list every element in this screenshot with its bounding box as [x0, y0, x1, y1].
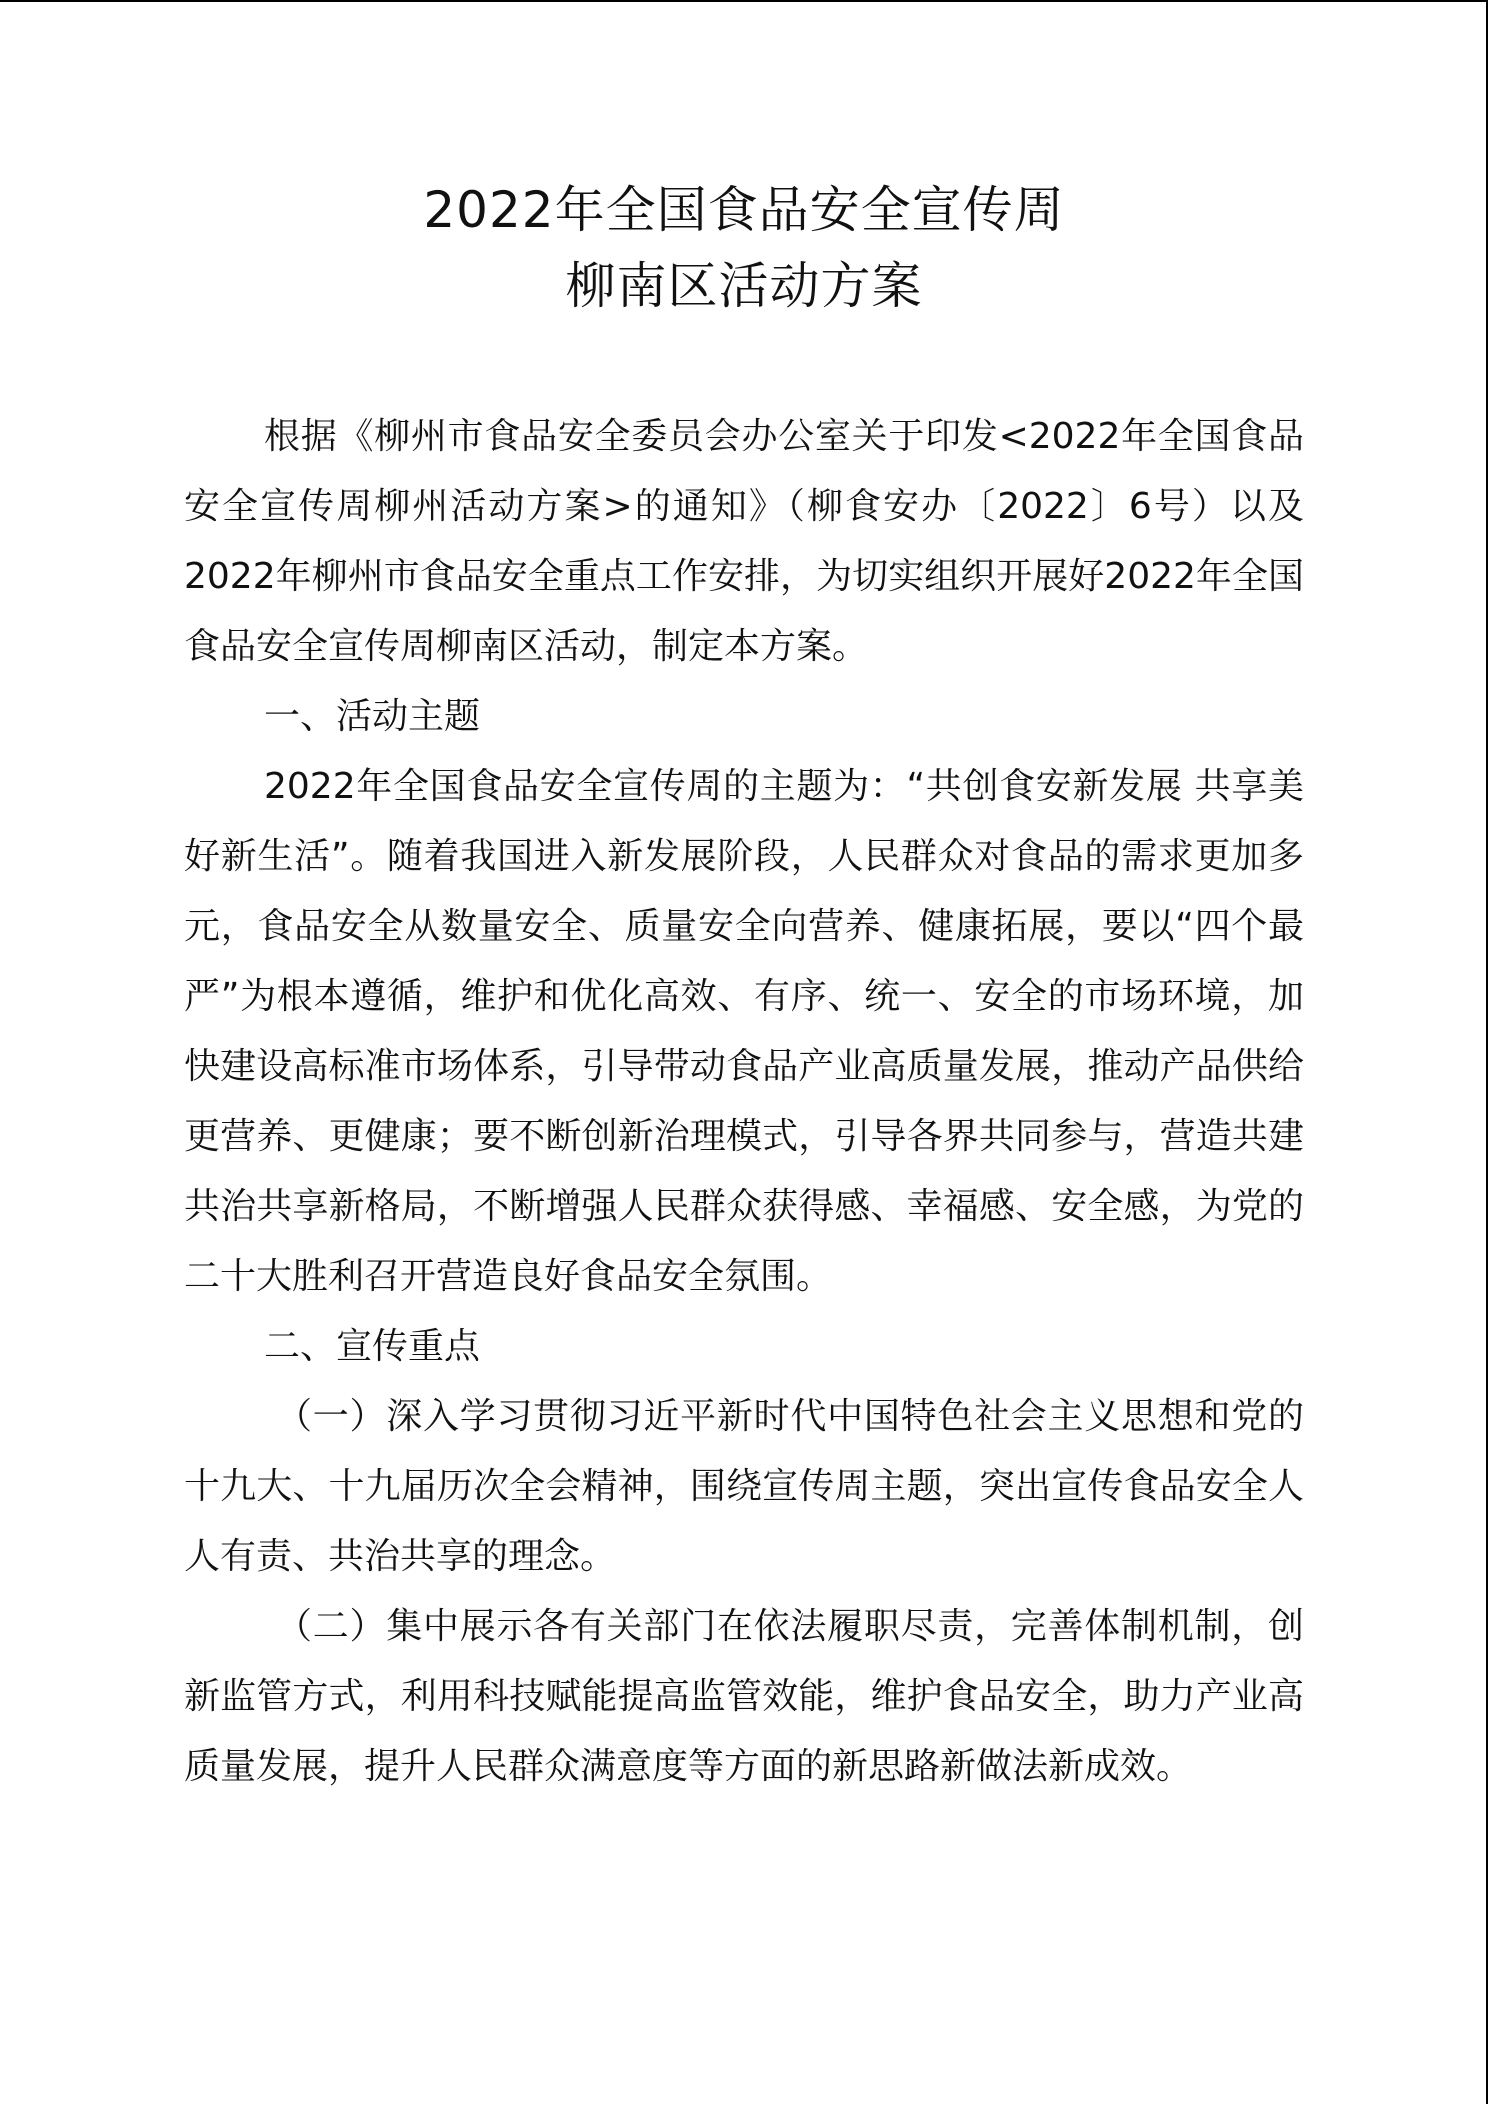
section-2-item-2: （二）集中展示各有关部门在依法履职尽责，完善体制机制，创新监管方式，利用科技赋能提高监管效能，维护食品安全，助力产业高质量发展，提升人民群众满意度等方面的新思路新做法新成效。	[184, 1606, 1304, 1787]
title-line-1: 2022年全国食品安全宣传周	[423, 181, 1065, 239]
intro-paragraph: 根据《柳州市食品安全委员会办公室关于印发<2022年全国食品安全宣传周柳州活动方案>的通知》（柳食安办〔2022〕6号）以及2022年柳州市食品安全重点工作安排，为切实组织开展好2022年全国食品安全宣传周柳南区活动，制定本方案。	[184, 416, 1304, 667]
title-line-2: 柳南区活动方案	[565, 257, 923, 315]
document-body	[184, 402, 1304, 1802]
section-1-paragraph: 2022年全国食品安全宣传周的主题为：“共创食安新发展 共享美好新生活”。随着我国进入新发展阶段，人民群众对食品的需求更加多元，食品安全从数量安全、质量安全向营养、健康拓展，要以“四个最严”为根本遵循，维护和优化高效、有序、统一、安全的市场环境，加快建设高标准市场体系，引导带动食品产业高质量发展，推动产品供给更营养、更健康；要不断创新治理模式，引导各界共同参与，营造共建共治共享新格局，不断增强人民群众获得感、幸福感、安全感，为党的二十大胜利召开营造良好食品安全氛围。	[184, 766, 1304, 1297]
document-title	[0, 172, 1488, 324]
section-2-item-1: （一）深入学习贯彻习近平新时代中国特色社会主义思想和党的十九大、十九届历次全会精神，围绕宣传周主题，突出宣传食品安全人人有责、共治共享的理念。	[184, 1396, 1304, 1577]
section-1-heading: 一、活动主题	[264, 696, 481, 737]
section-2-heading: 二、宣传重点	[264, 1326, 481, 1367]
